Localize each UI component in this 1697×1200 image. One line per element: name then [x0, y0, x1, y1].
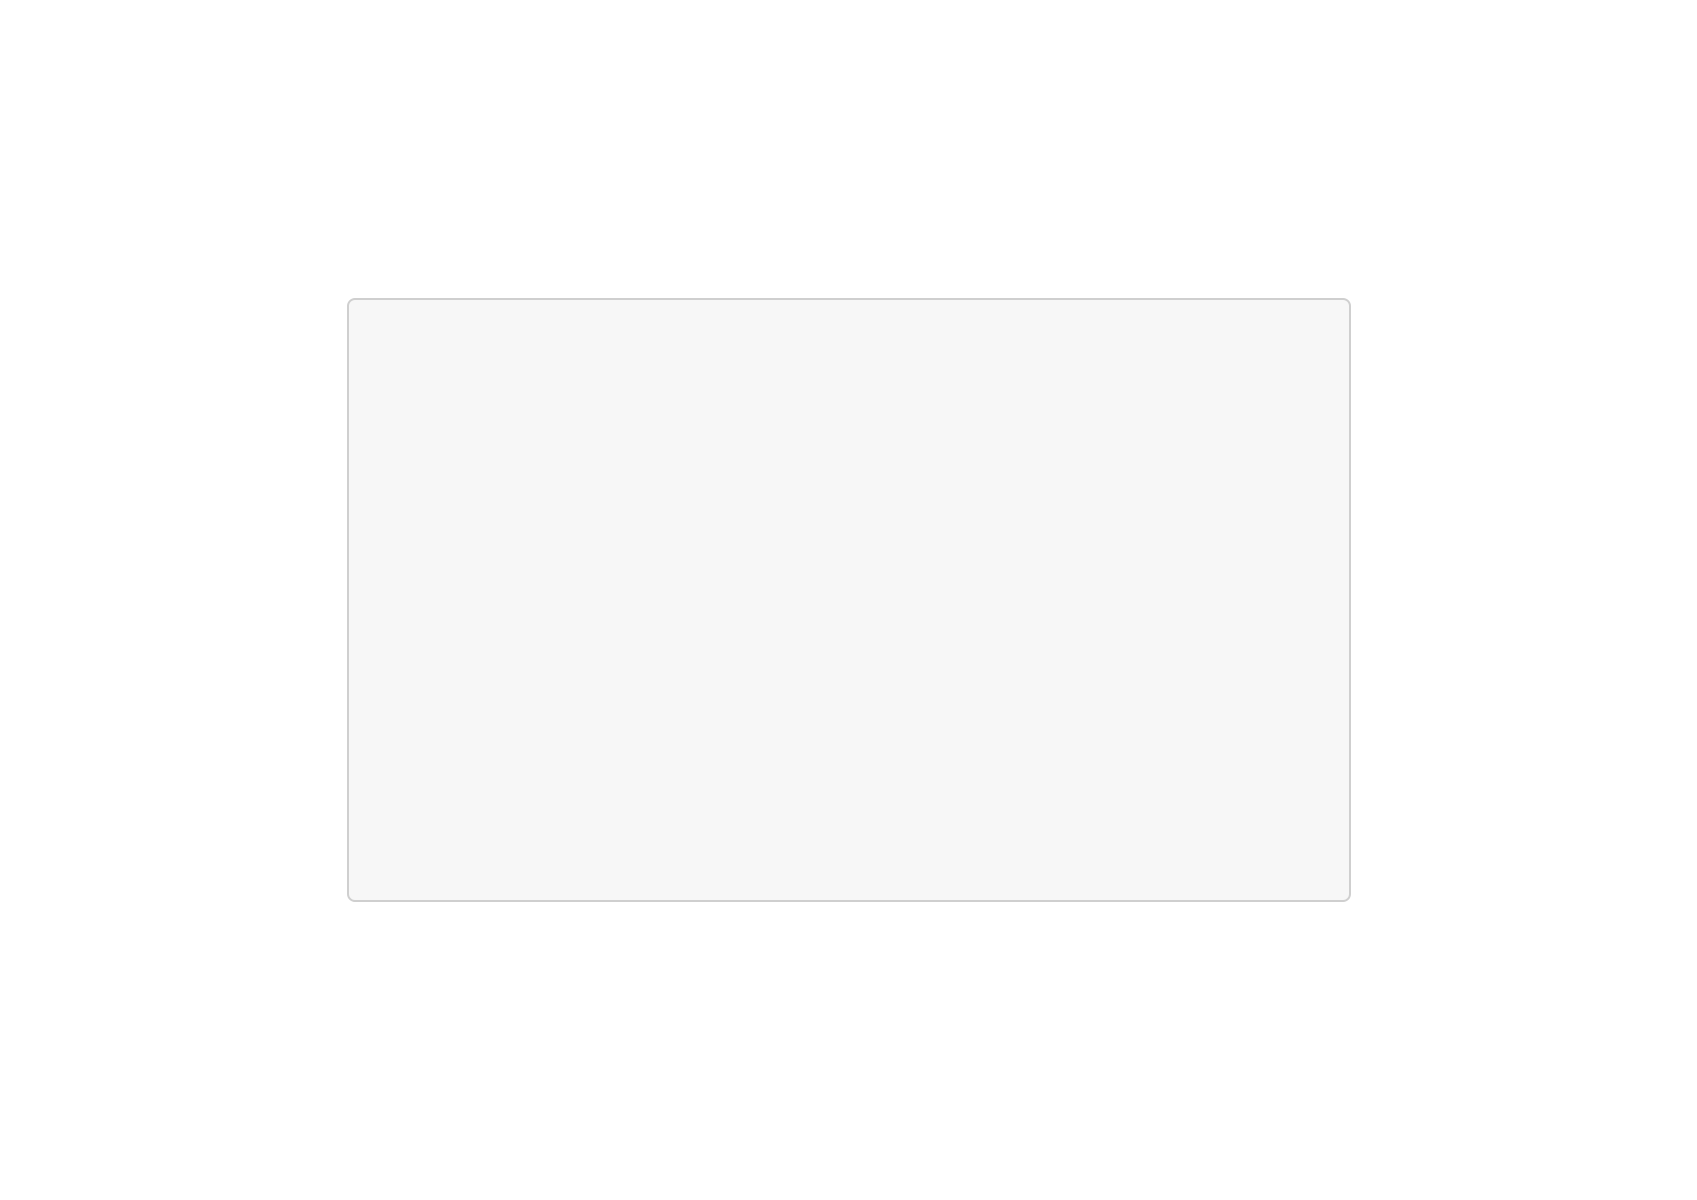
placeholder-panel	[347, 298, 1351, 902]
